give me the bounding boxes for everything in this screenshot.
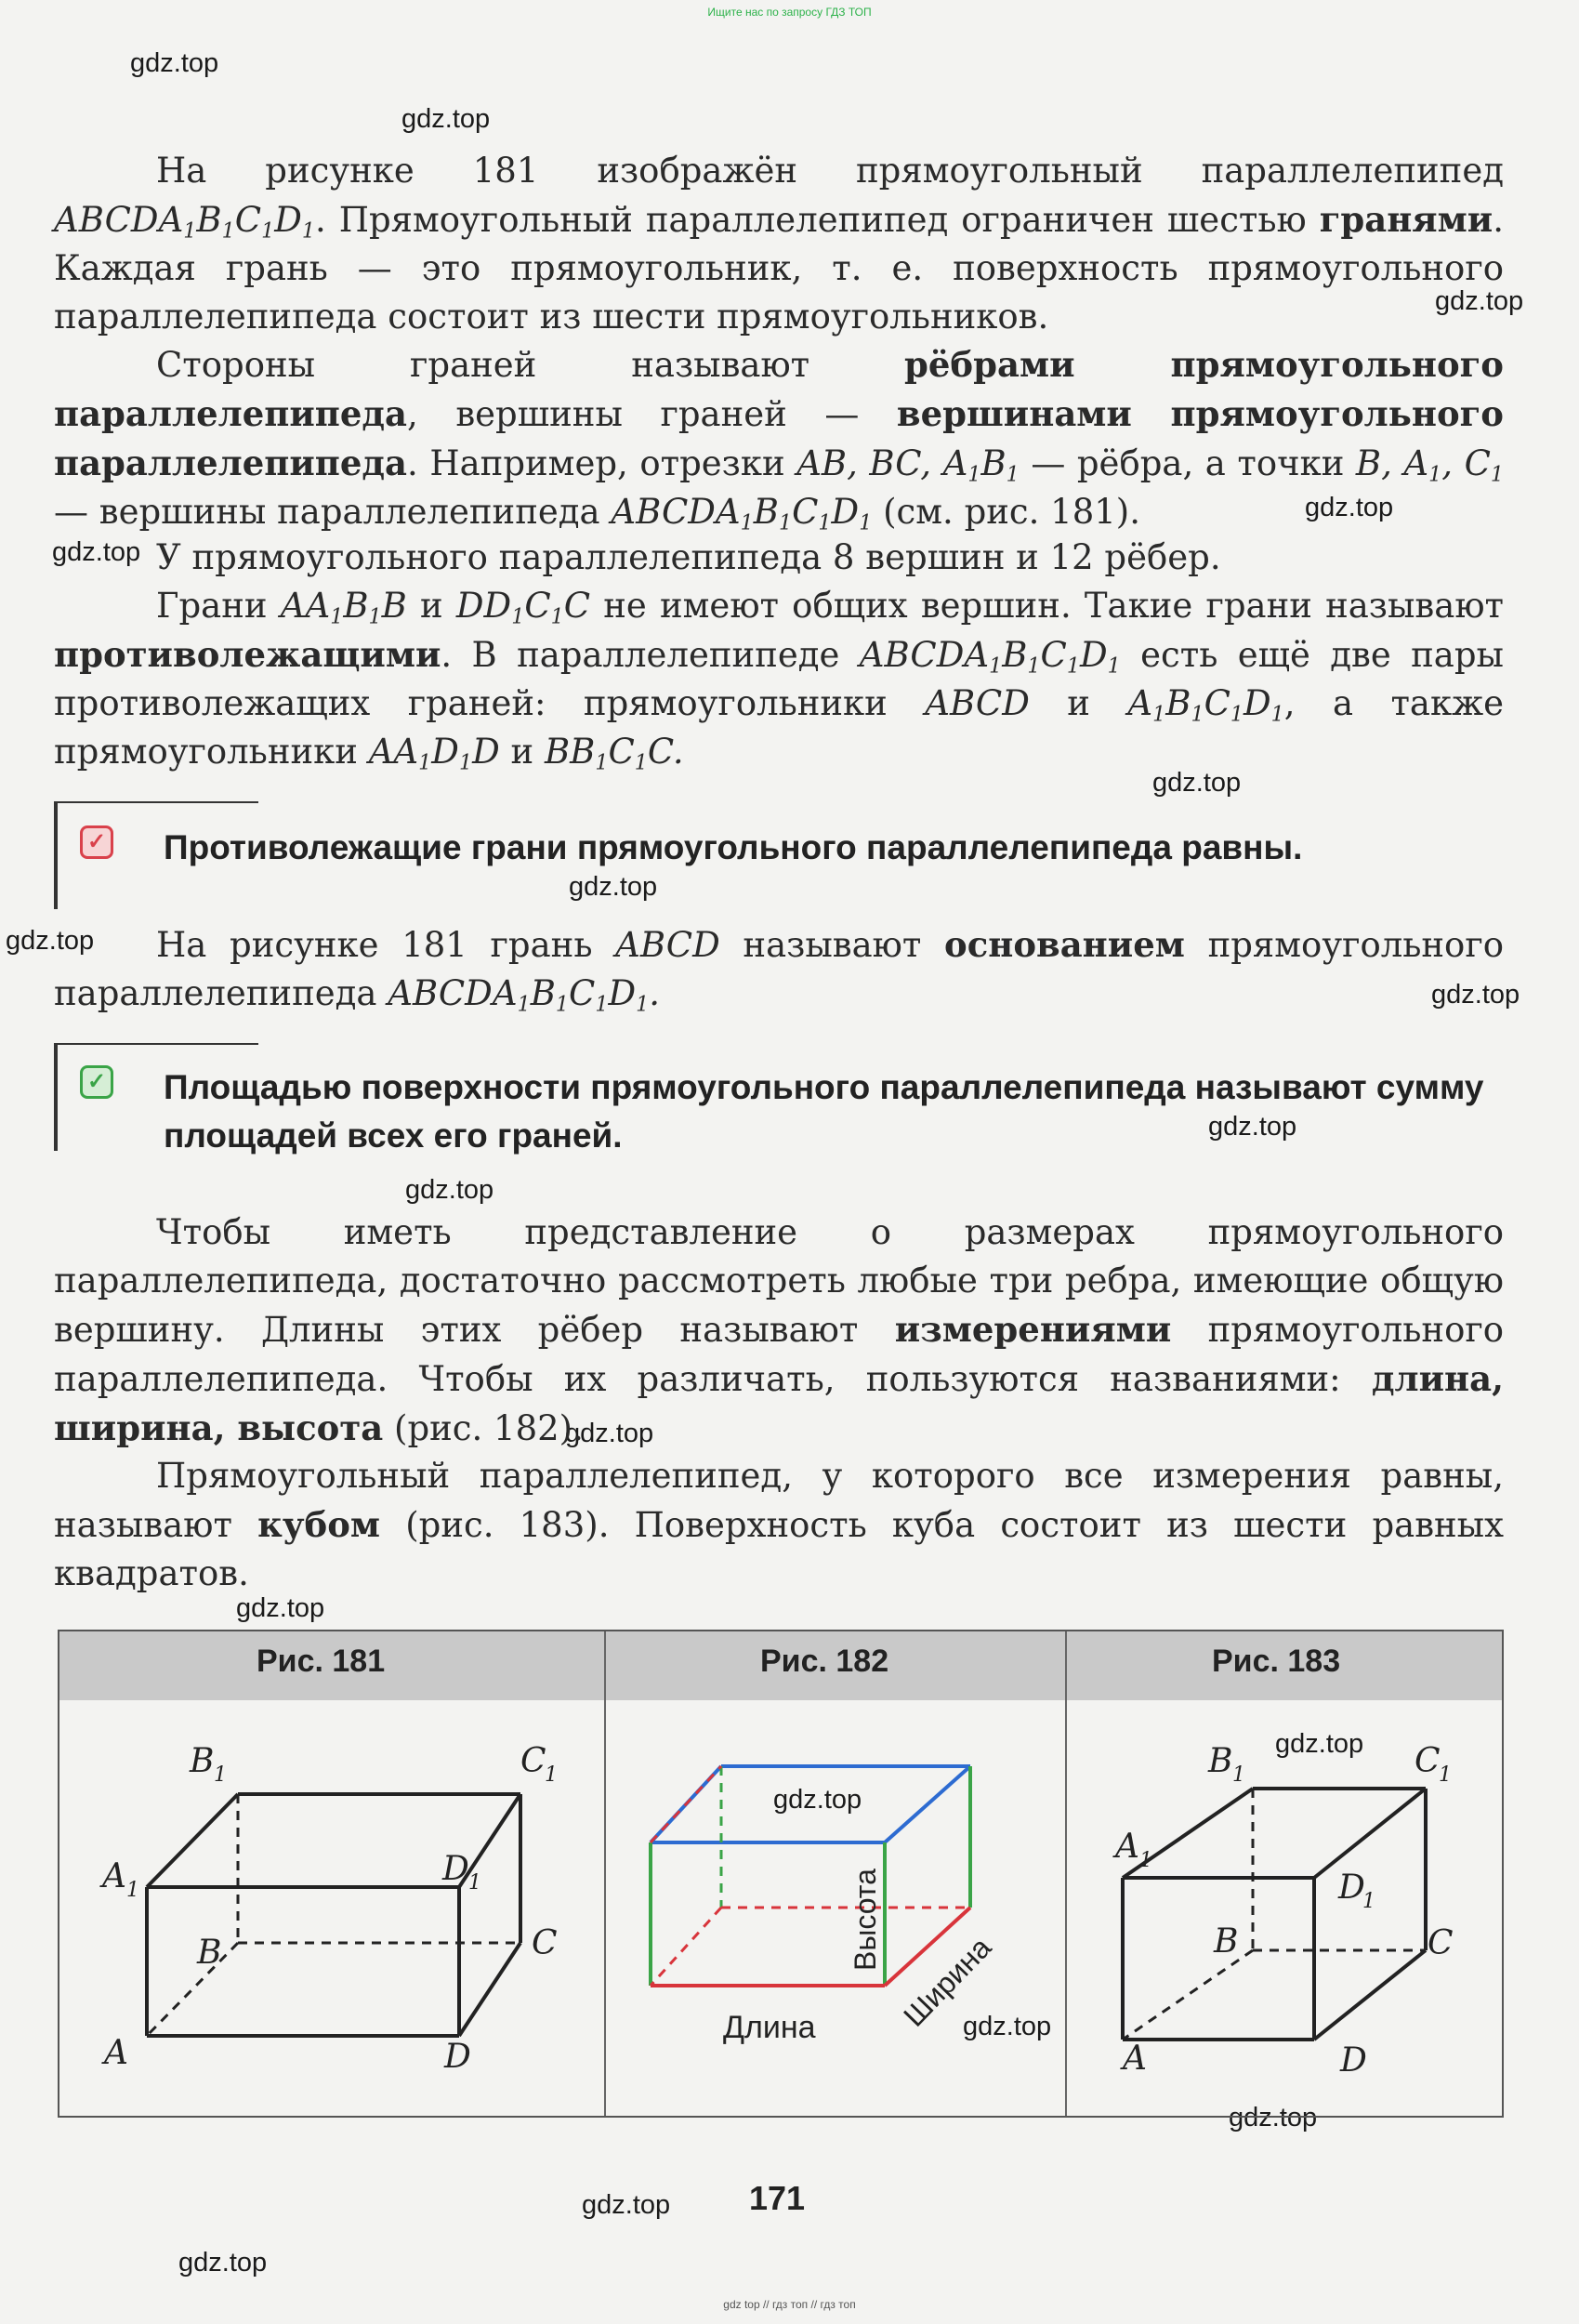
term-opposite: противолежащими <box>54 634 441 675</box>
text: (рис. 182). <box>394 1408 584 1448</box>
term-dimensions: измерениями <box>894 1309 1172 1350</box>
watermark: gdz.top <box>1275 1729 1364 1759</box>
edge <box>147 1794 238 1887</box>
vertex-sub: 1 <box>1439 1763 1452 1787</box>
vertex-label-d: D <box>444 2038 471 2076</box>
watermark: gdz.top <box>569 872 658 902</box>
watermark: gdz.top <box>130 48 219 78</box>
text: . Прямоугольный параллелепипед ограничен шестью <box>314 200 1307 240</box>
math-abcd: ABCD <box>925 683 1030 723</box>
fig-183-title: Рис. 183 <box>1212 1644 1341 1679</box>
vertex-label-c1: C <box>520 1742 546 1780</box>
watermark: gdz.top <box>405 1175 494 1205</box>
page-number: 171 <box>749 2179 806 2217</box>
vertex-label-a1: A <box>102 1857 126 1895</box>
vertex-label-c1: C <box>1415 1742 1441 1780</box>
fig-182-dimensions-diagram <box>606 1701 1065 2116</box>
text: прямоугольного параллелепипеда <box>54 925 1504 1013</box>
vertex-label-b1: B <box>1208 1742 1233 1780</box>
math-face-aa1d1d: $AA_1D_1D$ <box>368 732 500 775</box>
watermark: gdz.top <box>582 2190 671 2220</box>
vertex-label-b1: B <box>190 1742 215 1780</box>
paragraph-1 <box>54 147 1504 341</box>
vertex-sub: 1 <box>1362 1890 1375 1913</box>
watermark: gdz.top <box>963 2012 1052 2041</box>
length-label: Длина <box>723 2010 816 2045</box>
rule-red-icon: ✓ <box>80 825 113 859</box>
text: , вершины граней — <box>407 394 860 434</box>
paragraph-3 <box>54 534 1504 582</box>
hidden-edge <box>651 1908 721 1986</box>
text: . Например, отрезки <box>407 443 785 483</box>
rule-2-top-line <box>54 1043 258 1045</box>
watermark: gdz.top <box>1435 286 1524 316</box>
height-label: Высота <box>849 1868 882 1971</box>
watermark: gdz.top <box>401 104 491 134</box>
watermark: gdz.top <box>773 1785 862 1815</box>
paragraph-6 <box>54 1208 1504 1453</box>
text: У прямоугольного параллелепипеда 8 вершин и 12 рёбер. <box>156 537 1221 577</box>
fig-181-title: Рис. 181 <box>257 1644 386 1679</box>
watermark: gdz.top <box>6 926 95 956</box>
watermark: gdz.top <box>1208 1112 1297 1142</box>
vertex-sub: 1 <box>214 1763 227 1787</box>
vertex-label-c: C <box>1428 1924 1454 1962</box>
math-face-dd1c1c: $DD_1C_1C$ <box>455 586 591 629</box>
hidden-edge <box>147 1943 238 2036</box>
width-label: Ширина <box>897 1930 998 2033</box>
watermark: gdz.top <box>236 1593 325 1623</box>
rule-1-side-line <box>54 801 58 909</box>
term-faces: гранями <box>1319 199 1493 240</box>
vertex-label-b: B <box>1214 1922 1239 1961</box>
text: На рисунке 181 грань <box>156 925 593 965</box>
vertex-label-c: C <box>532 1924 558 1962</box>
rule-green-icon: ✓ <box>80 1065 113 1099</box>
text: — рёбра, а точки <box>1031 443 1345 483</box>
text: есть ещё две пары противолежащих граней: прямоугольники <box>54 635 1504 723</box>
vertex-label-d1: D <box>442 1850 469 1888</box>
term-edges: рёбрами прямоугольного параллелепипеда <box>54 344 1504 434</box>
paragraph-5 <box>54 920 1504 1018</box>
vertex-sub: 1 <box>1232 1763 1245 1787</box>
watermark: gdz.top <box>1152 768 1242 798</box>
edge <box>1314 1950 1426 2040</box>
watermark: gdz.top <box>178 2248 268 2278</box>
vertex-sub: 1 <box>468 1871 481 1895</box>
text: (рис. 183). Поверхность куба состоит из шести равных квадратов. <box>54 1505 1504 1593</box>
fig-182-title: Рис. 182 <box>760 1644 889 1679</box>
math-abcd: ABCD <box>615 925 720 965</box>
text: и <box>420 586 443 626</box>
term-length-width-height: длина, ширина, высота <box>54 1358 1504 1448</box>
watermark: gdz.top <box>52 537 141 567</box>
vertex-label-a1: A <box>1115 1828 1139 1866</box>
fig-183-cube-diagram <box>1067 1701 1502 2116</box>
math-face-aa1b1b: $AA_1B_1B$ <box>280 586 407 629</box>
edge <box>1314 1789 1426 1878</box>
edge <box>459 1943 520 2036</box>
fig-181-box-diagram <box>59 1701 604 2116</box>
math-abcda1b1c1d1: $ABCDA_1B_1C_1D_1$ <box>54 200 315 244</box>
watermark: gdz.top <box>1229 2103 1318 2133</box>
text: прямоугольного параллелепипеда. Чтобы их различать, пользуются названиями: <box>54 1310 1505 1399</box>
text: и <box>1067 683 1090 723</box>
text: Стороны граней называют <box>156 345 810 385</box>
math-abcda1b1c1d1: $ABCDA_1B_1C_1D_1$ <box>859 635 1121 679</box>
text: . Каждая грань — это прямоугольник, т. е. поверхность прямоугольного параллелепипеда состоит из шести прямоугольников. <box>54 200 1504 337</box>
text: не имеют общих вершин. Такие грани называют <box>603 586 1504 626</box>
hidden-edge <box>1123 1950 1253 2040</box>
text: . В параллелепипеде <box>441 635 840 675</box>
rule-1-top-line <box>54 801 258 803</box>
vertex-label-a: A <box>104 2034 128 2072</box>
vertex-label-a: A <box>1123 2040 1147 2078</box>
text: называют <box>743 925 922 965</box>
math-abcda1b1c1d1: $ABCDA_1B_1C_1D_1$. <box>388 973 661 1017</box>
text: Грани <box>156 586 268 626</box>
footer-note: gdz top // гдз топ // гдз топ <box>723 2298 856 2311</box>
watermark: gdz.top <box>1305 493 1394 522</box>
text: Прямоугольный параллелепипед, у которого все измерения равны, называют <box>54 1456 1504 1545</box>
math-a1b1c1d1: $A_1B_1C_1D_1$ <box>1127 683 1284 727</box>
text: , а также прямоугольники <box>54 683 1505 772</box>
text: — вершины параллелепипеда <box>54 492 600 532</box>
math-face-bb1c1c: $BB_1C_1C$. <box>544 732 684 775</box>
math-abcda1b1c1d1: $ABCDA_1B_1C_1D_1$ <box>611 492 873 535</box>
watermark: gdz.top <box>565 1419 654 1448</box>
text: и <box>510 732 534 772</box>
text: Чтобы иметь представление о размерах прямоугольного параллелепипеда, достаточно рассмотреть любые три ребра, имеющие общую вершину. Длины этих рёбер называют <box>54 1212 1504 1350</box>
rule-2-text: Площадью поверхности прямоугольного параллелепипеда называют сумму площадей всех его граней. <box>164 1068 1484 1155</box>
vertex-label-b: B <box>197 1934 222 1972</box>
vertex-sub: 1 <box>545 1763 558 1787</box>
vertex-sub: 1 <box>1139 1849 1152 1872</box>
vertex-sub: 1 <box>126 1879 139 1902</box>
edge-top-blue <box>885 1766 970 1842</box>
paragraph-2 <box>54 340 1504 536</box>
term-cube: кубом <box>257 1504 381 1545</box>
paragraph-4 <box>54 582 1504 776</box>
watermark: gdz.top <box>1431 980 1520 1010</box>
rule-2-side-line <box>54 1043 58 1151</box>
math-vertices: B, $A_1$, $C_1$ <box>1355 443 1505 487</box>
paragraph-7 <box>54 1452 1504 1598</box>
vertex-label-d: D <box>1340 2041 1367 2080</box>
vertex-label-d1: D <box>1338 1868 1365 1907</box>
term-base: основанием <box>944 924 1185 965</box>
rule-1-text: Противолежащие грани прямоугольного параллелепипеда равны. <box>164 828 1303 866</box>
text: (см. рис. 181). <box>883 492 1140 532</box>
term-vertices: вершинами прямоугольного параллелепипеда <box>54 393 1504 483</box>
header-note: Ищите нас по запросу ГДЗ ТОП <box>707 6 872 19</box>
math-edges: AB, BC, $A_1B_1$ <box>796 443 1020 487</box>
text: На рисунке 181 изображён прямоугольный параллелепипед <box>156 151 1504 191</box>
